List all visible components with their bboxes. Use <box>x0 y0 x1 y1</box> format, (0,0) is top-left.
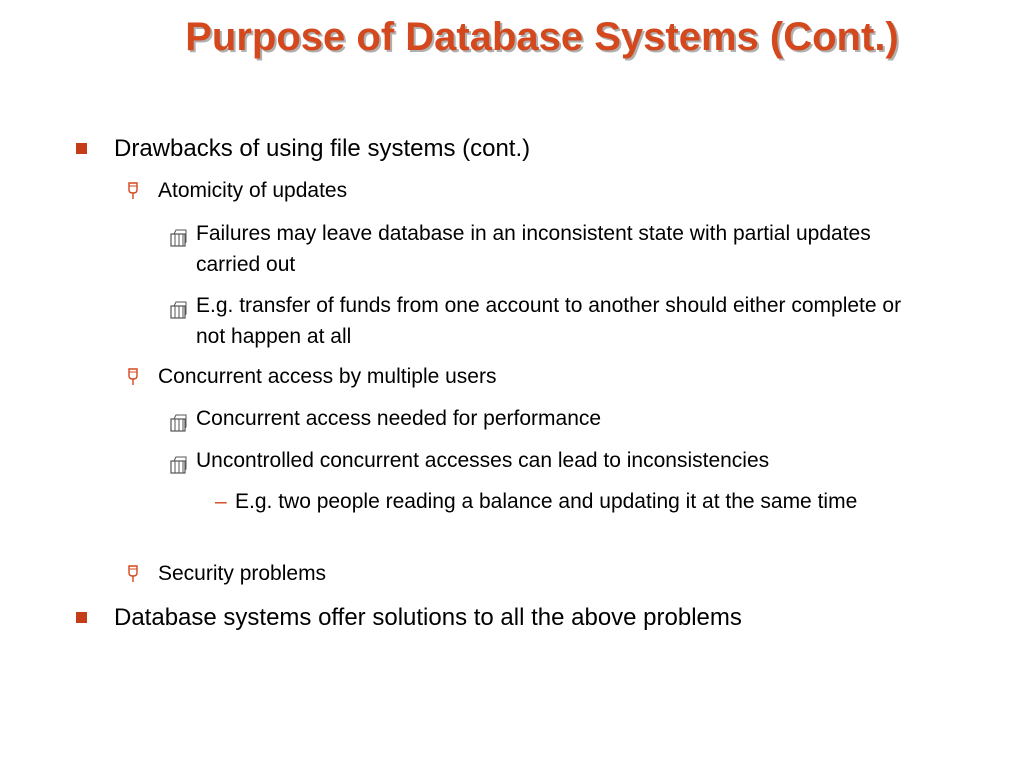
book-bullet-icon <box>170 411 188 442</box>
bullet-text: Concurrent access needed for performance <box>196 407 602 430</box>
bullet-item-level2 <box>126 364 496 390</box>
book-bullet-icon <box>170 226 188 257</box>
slide-title: Purpose of Database Systems (Cont.) <box>185 15 899 59</box>
bullet-item-level1 <box>76 134 530 164</box>
pencil-bullet-icon <box>126 564 140 591</box>
bullet-item-level3 <box>170 403 601 434</box>
bullet-text: Drawbacks of using file systems (cont.) <box>114 135 531 162</box>
bullet-text: Database systems offer solutions to all the above problems <box>114 604 742 631</box>
dash-bullet: – <box>215 490 227 513</box>
bullet-text: Security problems <box>158 562 327 585</box>
bullet-item-level2 <box>126 561 326 587</box>
book-bullet-icon <box>170 453 188 484</box>
bullet-text: E.g. transfer of funds from one account to another should either complete or not happen at all <box>196 294 902 348</box>
bullet-text: Failures may leave database in an inconsistent state with partial updates carried out <box>196 222 871 276</box>
bullet-item-level2 <box>126 178 347 204</box>
pencil-bullet-icon <box>126 181 140 208</box>
pencil-bullet-icon <box>126 367 140 394</box>
bullet-item-level1 <box>76 603 742 633</box>
book-bullet-icon <box>170 298 188 329</box>
bullet-item-level3 <box>170 218 930 280</box>
bullet-item-level3 <box>170 445 769 476</box>
bullet-text: E.g. two people reading a balance and updating it at the same time <box>235 490 858 513</box>
bullet-text: Uncontrolled concurrent accesses can lead to inconsistencies <box>196 449 770 472</box>
square-bullet-icon <box>76 612 87 623</box>
bullet-text: Atomicity of updates <box>158 179 348 202</box>
bullet-text: Concurrent access by multiple users <box>158 365 497 388</box>
bullet-item-level4 <box>215 486 945 517</box>
square-bullet-icon <box>76 143 87 154</box>
bullet-item-level3 <box>170 290 930 352</box>
